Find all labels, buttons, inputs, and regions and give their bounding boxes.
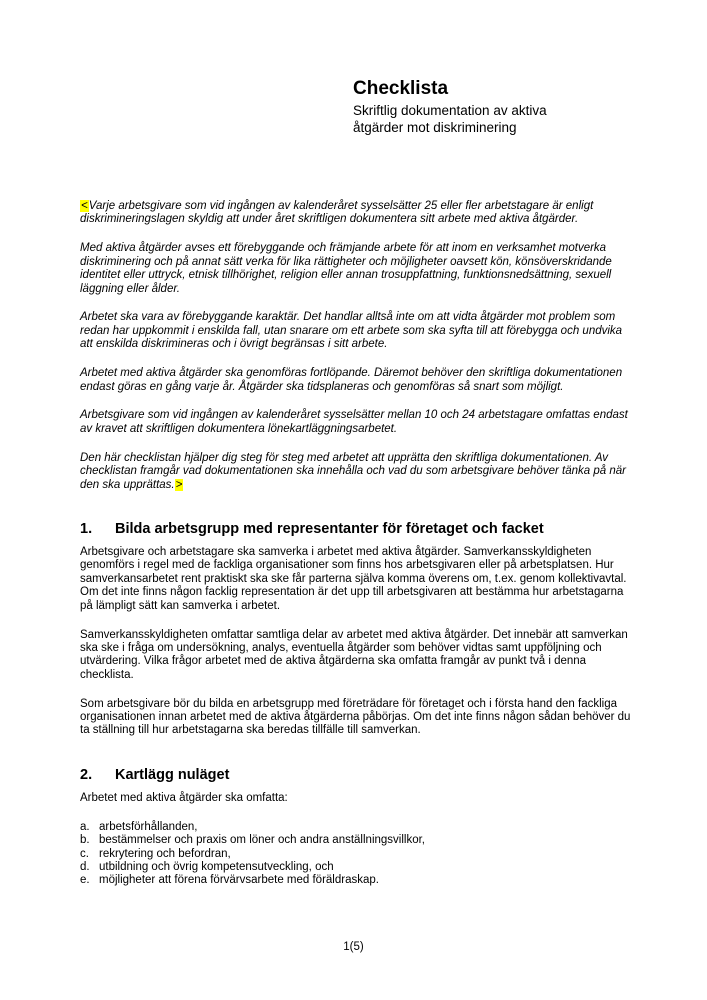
list-item-text: utbildning och övrig kompetensutveckling, och bbox=[99, 861, 334, 873]
highlight-close-mark: > bbox=[175, 478, 183, 491]
section-1-title: Bilda arbetsgrupp med representanter för företaget och facket bbox=[115, 521, 544, 537]
intro-paragraph-5: Arbetsgivare som vid ingången av kalenderåret sysselsätter mellan 10 och 24 arbetstagare omfattas endast av kravet att skriftligen dokumentera lönekartläggningsarbetet. bbox=[80, 409, 628, 435]
section-2-title: Kartlägg nuläget bbox=[115, 766, 230, 783]
list-item bbox=[80, 874, 632, 887]
intro-paragraph-3: Arbetet ska vara av förebyggande karaktär. Det handlar alltså inte om att vidta åtgärder mot problem som redan har uppkommit i enskilda fall, utan snarare om ett arbete som ska syfta till att förebygga och undvika att enskilda diskrimineras och i övrigt begränsas i sitt arbete. bbox=[80, 311, 623, 351]
title-block bbox=[353, 78, 547, 136]
list-item bbox=[80, 834, 632, 847]
list-item-text: rekrytering och befordran, bbox=[99, 847, 231, 860]
list-item-text: arbetsförhållanden, bbox=[99, 820, 198, 833]
intro-paragraph-6 bbox=[80, 452, 632, 492]
section-1-paragraph-1: Arbetsgivare och arbetstagare ska samverka i arbetet med aktiva åtgärder. Samverkansskyldigheten genomförs i regel med de fackliga organisationer som finns hos arbetsgivaren eller på arbetsplatsen. Hur samverkansarbetet rent praktiskt ska ske får parterna själva komma överens om, t.ex. genom kollektivavtal. Om det inte finns någon facklig representation är det upp till arbetsgivaren att bestämma hur arbetstagarna på lämpligt sätt kan samverka i arbetet. bbox=[80, 546, 627, 612]
section-1 bbox=[80, 520, 632, 738]
intro-paragraph-2: Med aktiva åtgärder avses ett förebyggande och främjande arbete för att inom en verksamhet motverka diskriminering och på annat sätt verka för lika rättigheter och möjligheter oavsett kön, könsöverskridande identitet eller uttryck, etnisk tillhörighet, religion eller annan trosuppfattning, funktionsnedsättning, sexuell läggning eller ålder. bbox=[80, 242, 612, 295]
section-2 bbox=[80, 766, 632, 888]
section-1-number: 1. bbox=[80, 521, 93, 537]
section-1-heading bbox=[80, 520, 632, 538]
list-item-marker: e. bbox=[80, 874, 90, 887]
document-subtitle bbox=[353, 102, 547, 136]
subtitle-line-2: åtgärder mot diskriminering bbox=[353, 120, 517, 135]
highlight-open-mark: < bbox=[81, 200, 88, 212]
list-item bbox=[80, 848, 632, 861]
section-1-paragraph-2: Samverkansskyldigheten omfattar samtliga delar av arbetet med aktiva åtgärder. Det innebär att samverkan ska ske i fråga om undersökning, analys, eventuella åtgärder som behöver vidtas samt uppföljning och utvärdering. Vilka frågor arbetet med de aktiva åtgärderna ska omfatta framgår av punkt två i denna checklista. bbox=[80, 628, 628, 681]
section-2-list bbox=[80, 821, 632, 888]
section-2-heading bbox=[80, 766, 632, 784]
section-1-paragraph-3: Som arbetsgivare bör du bilda en arbetsgrupp med företrädare för företaget och i första hand den fackliga organisationen innan arbetet med de aktiva åtgärderna påbörjas. Om det inte finns någon sådan behöver du ta ställning till hur arbetstagarna ska beredas tillfälle till samverkan. bbox=[80, 697, 631, 737]
subtitle-line-1: Skriftlig dokumentation av aktiva bbox=[353, 103, 547, 118]
intro-paragraph-1-text: Varje arbetsgivare som vid ingången av kalenderåret sysselsätter 25 eller fler arbetstagare är enligt diskrimineringslagen skyldig att under året skriftligen dokumentera sitt arbete med aktiva åtgärder. bbox=[80, 200, 594, 226]
section-2-number: 2. bbox=[80, 766, 93, 783]
list-item-text: möjligheter att förena förvärvsarbete med föräldraskap. bbox=[99, 874, 379, 887]
intro-paragraph-1 bbox=[80, 200, 632, 227]
list-item-marker: c. bbox=[80, 847, 89, 860]
list-item-marker: b. bbox=[80, 834, 90, 847]
list-item-marker: d. bbox=[80, 861, 90, 873]
list-item bbox=[80, 861, 632, 874]
list-item-text: bestämmelser och praxis om löner och andra anställningsvillkor, bbox=[99, 834, 425, 847]
section-2-intro-line: Arbetet med aktiva åtgärder ska omfatta: bbox=[80, 791, 288, 804]
list-item-marker: a. bbox=[80, 820, 90, 833]
list-item bbox=[80, 821, 632, 834]
document-title: Checklista bbox=[353, 78, 449, 99]
intro-paragraph-4: Arbetet med aktiva åtgärder ska genomföras fortlöpande. Däremot behöver den skriftliga dokumentationen endast göras en gång varje år. Åtgärder ska tidsplaneras och genomföras så snart som möjligt. bbox=[80, 367, 623, 393]
document-body bbox=[80, 200, 632, 888]
page-number: 1(5) bbox=[343, 941, 364, 953]
intro-paragraph-6-text: Den här checklistan hjälper dig steg för steg med arbetet att upprätta den skriftliga dokumentationen. Av checklistan framgår vad dokumentationen ska innehålla och vad du som arbetsgivare behöver tänka på när den ska upprättas. bbox=[80, 451, 626, 491]
